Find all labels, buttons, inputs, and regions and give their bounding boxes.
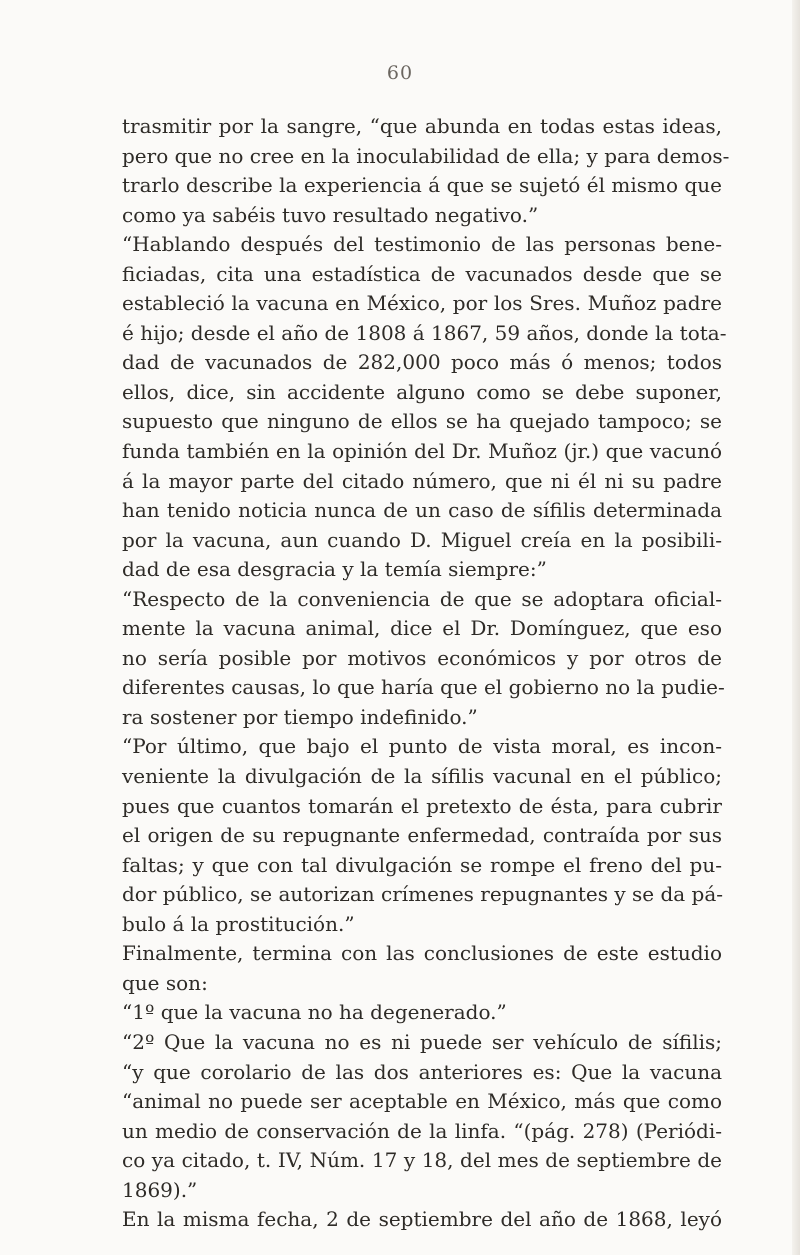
text-line: “Por último, que bajo el punto de vista moral, es incon- bbox=[122, 734, 722, 759]
text-line: supuesto que ninguno de ellos se ha quejado tampoco; se bbox=[122, 409, 722, 434]
text-line: á la mayor parte del citado número, que ni él ni su padre bbox=[122, 468, 722, 493]
text-line: dad de esa desgracia y la temía siempre:” bbox=[122, 557, 547, 582]
text-line: “Hablando después del testimonio de las personas bene- bbox=[122, 232, 722, 257]
text-line: dor público, se autorizan crímenes repugnantes y se da pá- bbox=[122, 882, 724, 907]
text-line: faltas; y que con tal divulgación se rompe el freno del pu- bbox=[122, 852, 722, 877]
text-line: han tenido noticia nunca de un caso de sífilis determinada bbox=[122, 498, 722, 523]
text-line: En la misma fecha, 2 de septiembre del año de 1868, leyó bbox=[122, 1207, 722, 1232]
text-line: el origen de su repugnante enfermedad, contraída por sus bbox=[122, 823, 722, 848]
text-line: estableció la vacuna en México, por los Sres. Muñoz padre bbox=[122, 291, 722, 316]
text-line: funda también en la opinión del Dr. Muñoz (jr.) que vacunó bbox=[122, 439, 722, 464]
text-line: “Respecto de la conveniencia de que se adoptara oficial- bbox=[122, 586, 722, 611]
text-line: ficiadas, cita una estadística de vacunados desde que se bbox=[122, 261, 722, 286]
text-line: dad de vacunados de 282,000 poco más ó menos; todos bbox=[122, 350, 722, 375]
page-edge bbox=[792, 0, 800, 1255]
text-line: “animal no puede ser aceptable en México, más que como bbox=[122, 1089, 722, 1114]
text-line: “y que corolario de las dos anteriores es: Que la vacuna bbox=[122, 1059, 722, 1084]
text-line: bulo á la prostitución.” bbox=[122, 911, 355, 936]
text-line: ra sostener por tiempo indefinido.” bbox=[122, 704, 478, 729]
body-text bbox=[122, 112, 730, 1235]
text-line: é hijo; desde el año de 1808 á 1867, 59 años, donde la tota- bbox=[122, 320, 727, 345]
text-line: trarlo describe la experiencia á que se sujetó él mismo que bbox=[122, 173, 722, 198]
text-line: “2º Que la vacuna no es ni puede ser vehículo de sífilis; bbox=[122, 1029, 722, 1054]
text-line: que son: bbox=[122, 970, 208, 995]
text-line: pues que cuantos tomarán el pretexto de ésta, para cubrir bbox=[122, 793, 722, 818]
text-line: no sería posible por motivos económicos y por otros de bbox=[122, 645, 722, 670]
text-line: ellos, dice, sin accidente alguno como se debe suponer, bbox=[122, 379, 722, 404]
text-line: veniente la divulgación de la sífilis vacunal en el público; bbox=[122, 764, 722, 789]
text-line: Finalmente, termina con las conclusiones de este estudio bbox=[122, 941, 722, 966]
text-line: mente la vacuna animal, dice el Dr. Domínguez, que eso bbox=[122, 616, 722, 641]
text-line: “1º que la vacuna no ha degenerado.” bbox=[122, 1000, 507, 1025]
text-line: como ya sabéis tuvo resultado negativo.” bbox=[122, 202, 539, 227]
text-line: diferentes causas, lo que haría que el gobierno no la pudie- bbox=[122, 675, 725, 700]
text-line: pero que no cree en la inoculabilidad de ella; y para demos- bbox=[122, 143, 730, 168]
text-line: por la vacuna, aun cuando D. Miguel creía en la posibili- bbox=[122, 527, 722, 552]
page-number: 60 bbox=[386, 62, 414, 84]
text-line: un medio de conservación de la linfa. “(pág. 278) (Periódi- bbox=[122, 1118, 722, 1143]
text-line: co ya citado, t. IV, Núm. 17 y 18, del mes de septiembre de bbox=[122, 1148, 722, 1173]
text-line: trasmitir por la sangre, “que abunda en todas estas ideas, bbox=[122, 114, 722, 138]
text-line: 1869).” bbox=[122, 1177, 198, 1202]
